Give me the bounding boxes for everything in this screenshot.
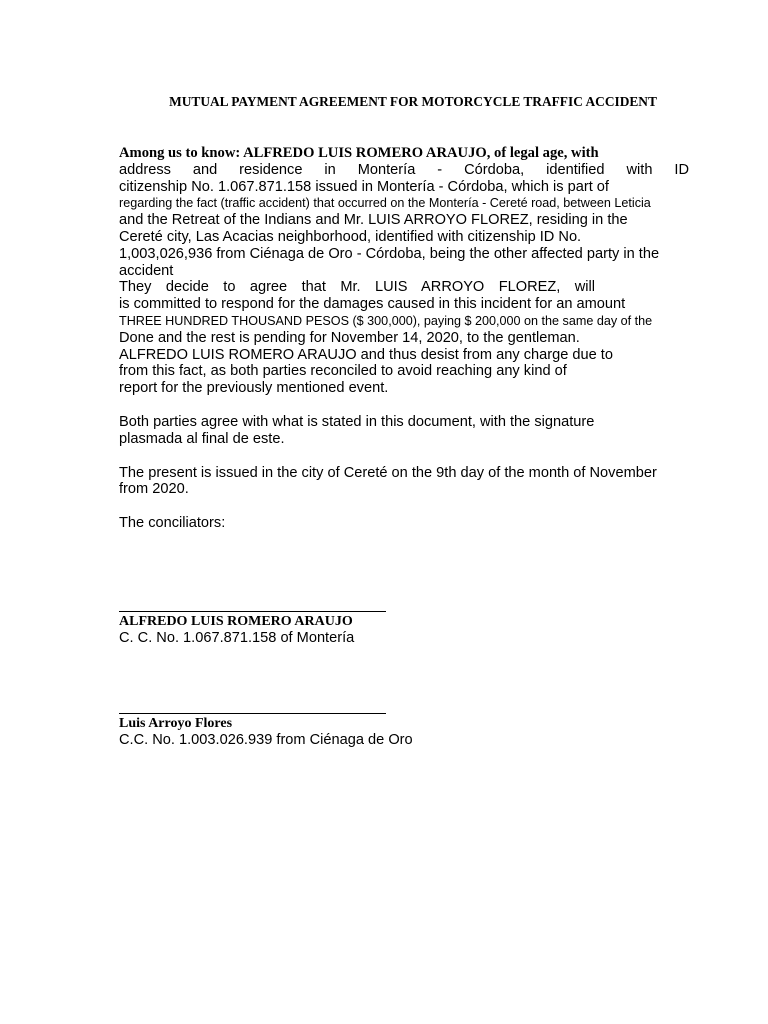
paragraph-line: Cereté city, Las Acacias neighborhood, identified with citizenship ID No. xyxy=(119,228,582,245)
paragraph-line: report for the previously mentioned event. xyxy=(119,380,389,397)
signatory-id: C.C. No. 1.003.026.939 from Ciénaga de Oro xyxy=(119,732,413,748)
paragraph-line: They decide to agree that Mr. LUIS ARROYO FLOREZ, will xyxy=(119,279,595,296)
signatory-name: Luis Arroyo Flores xyxy=(119,716,233,731)
paragraph-line: Among us to know: ALFREDO LUIS ROMERO ARAUJO, of legal age, with xyxy=(119,145,599,161)
paragraph-line: and the Retreat of the Indians and Mr. LUIS ARROYO FLOREZ, residing in the xyxy=(119,212,628,229)
paragraph-line: from 2020. xyxy=(119,481,189,498)
paragraph-line: 1,003,026,936 from Ciénaga de Oro - Córdoba, being the other affected party in the xyxy=(119,245,660,262)
paragraph-line: The present is issued in the city of Cereté on the 9th day of the month of November xyxy=(119,464,657,481)
document-body xyxy=(119,145,759,532)
paragraph-line: plasmada al final de este. xyxy=(119,430,285,447)
paragraph-line: Done and the rest is pending for November 14, 2020, to the gentleman. xyxy=(119,329,580,346)
paragraph-line: accident xyxy=(119,262,174,279)
paragraph-line: from this fact, as both parties reconciled to avoid reaching any kind of xyxy=(119,363,567,380)
signatory-id: C. C. No. 1.067.871.158 of Montería xyxy=(119,630,355,646)
signature-block xyxy=(119,713,413,749)
signature-block xyxy=(119,611,386,647)
paragraph-line: ALFREDO LUIS ROMERO ARAUJO and thus desist from any charge due to xyxy=(119,346,613,363)
document-title: MUTUAL PAYMENT AGREEMENT FOR MOTORCYCLE TRAFFIC ACCIDENT xyxy=(169,94,657,109)
signatory-name: ALFREDO LUIS ROMERO ARAUJO xyxy=(119,614,353,629)
paragraph-line: citizenship No. 1.067.871.158 issued in Montería - Córdoba, which is part of xyxy=(119,178,609,195)
signature-line xyxy=(119,611,386,612)
paragraph-line: THREE HUNDRED THOUSAND PESOS ($ 300,000), paying $ 200,000 on the same day of the xyxy=(119,313,653,328)
signature-line xyxy=(119,713,386,714)
paragraph-line: Both parties agree with what is stated in this document, with the signature xyxy=(119,413,595,430)
conciliators-label: The conciliators: xyxy=(119,515,226,532)
paragraph-line: regarding the fact (traffic accident) that occurred on the Montería - Cereté road, between Leticia xyxy=(119,196,651,211)
paragraph-line: address and residence in Montería - Córdoba, identified with ID xyxy=(119,161,689,178)
paragraph-line: is committed to respond for the damages caused in this incident for an amount xyxy=(119,296,626,313)
